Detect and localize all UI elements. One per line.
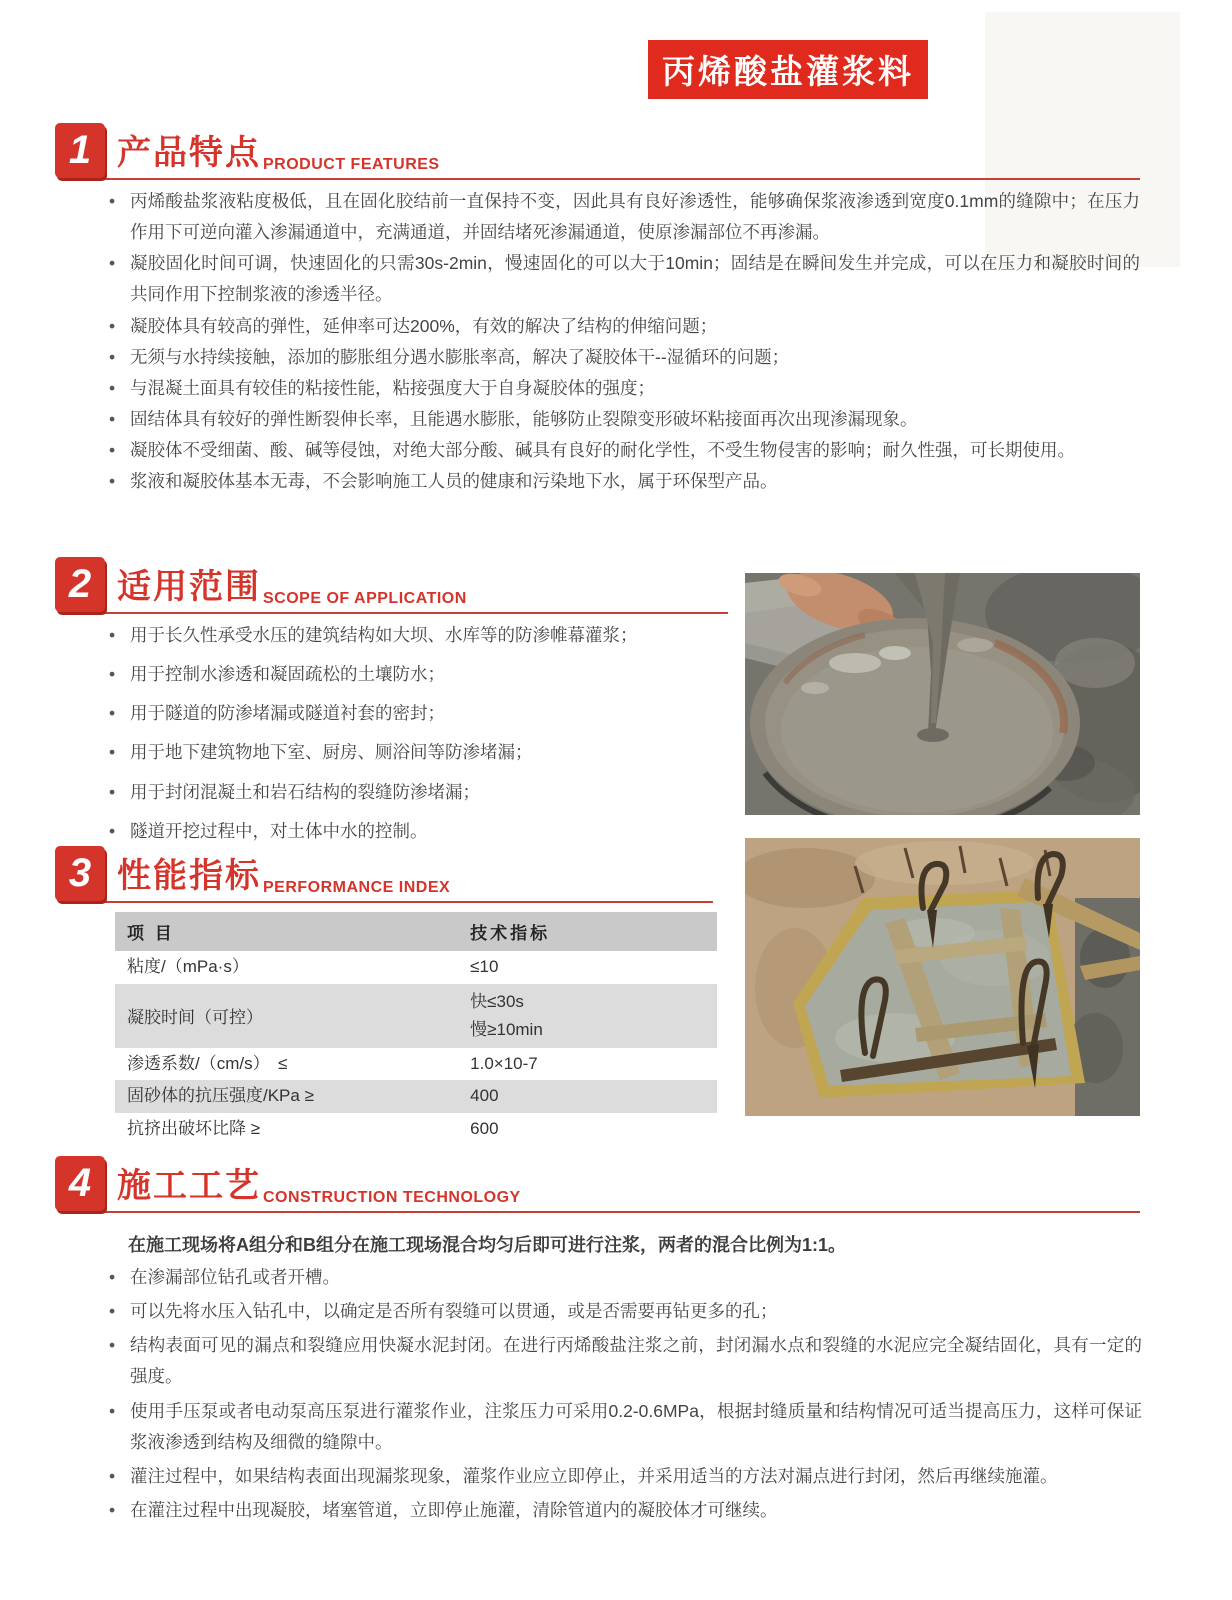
- list-item: • 灌注过程中，如果结构表面出现漏浆现象，灌浆作业应立即停止，并采用适当的方法对漏点进行封闭，然后再继续施灌。: [100, 1461, 1142, 1492]
- page-title: 丙烯酸盐灌浆料: [648, 40, 928, 99]
- list-item: • 与混凝土面具有较佳的粘接性能，粘接强度大于自身凝胶体的强度；: [100, 373, 1140, 404]
- section-rule: [101, 1211, 1140, 1213]
- table-cell: ≤10: [470, 957, 499, 976]
- table-row: [115, 1113, 717, 1146]
- list-item: • 凝胶体不受细菌、酸、碱等侵蚀，对绝大部分酸、碱具有良好的耐化学性，不受生物侵害的影响；耐久性强，可长期使用。: [100, 435, 1140, 466]
- list-item: • 无须与水持续接触，添加的膨胀组分遇水膨胀率高，解决了凝胶体干--湿循环的问题；: [100, 342, 1140, 373]
- table-cell: 渗透系数/（cm/s） ≤: [127, 1053, 288, 1073]
- table-cell: 600: [470, 1119, 499, 1139]
- table-cell: 固砂体的抗压强度/KPa ≥: [127, 1086, 314, 1106]
- table-header-row: [115, 912, 717, 951]
- list-item: • 可以先将水压入钻孔中，以确定是否所有裂缝可以贯通，或是否需要再钻更多的孔；: [100, 1296, 1142, 1327]
- table-row: [115, 951, 717, 984]
- table-header-cell: 技术指标: [470, 924, 551, 943]
- table-row: [115, 1080, 717, 1113]
- table-cell: [464, 984, 717, 1048]
- section-number-badge: 2: [55, 557, 105, 612]
- list-item: • 在灌注过程中出现凝胶，堵塞管道，立即停止施灌，清除管道内的凝胶体才可继续。: [100, 1495, 1142, 1526]
- section-title-zh: 产品特点: [117, 134, 261, 172]
- list-item: • 凝胶体具有较高的弹性，延伸率可达200%，有效的解决了结构的伸缩问题；: [100, 311, 1140, 342]
- construction-intro: 在施工现场将A组分和B组分在施工现场混合均匀后即可进行注浆，两者的混合比例为1:1。: [128, 1235, 847, 1255]
- section-number-badge: 4: [55, 1156, 105, 1211]
- list-item: • 用于长久性承受水压的建筑结构如大坝、水库等的防渗帷幕灌浆；: [100, 620, 745, 651]
- section-number-badge: 1: [55, 123, 105, 178]
- section-title-en: PERFORMANCE INDEX: [263, 879, 451, 896]
- list-item: • 丙烯酸盐浆液粘度极低，且在固化胶结前一直保持不变，因此具有良好渗透性，能够确保浆液渗透到宽度0.1mm的缝隙中；在压力作用下可逆向灌入渗漏通道中，充满通道，并固结堵死渗漏通道，使原渗漏部位不再渗漏。: [100, 186, 1140, 248]
- list-item: • 固结体具有较好的弹性断裂伸长率，且能遇水膨胀，能够防止裂隙变形破坏粘接面再次出现渗漏现象。: [100, 404, 1140, 435]
- formwork-grouting-photo: [745, 838, 1140, 1116]
- section-rule: [101, 178, 1140, 180]
- table-cell: 抗挤出破坏比降 ≥: [127, 1119, 261, 1139]
- section-number-badge: 3: [55, 846, 105, 901]
- list-item: • 用于地下建筑物地下室、厨房、厕浴间等防渗堵漏；: [100, 737, 745, 768]
- performance-table: [115, 912, 717, 1146]
- list-item: • 在渗漏部位钻孔或者开槽。: [100, 1262, 1142, 1293]
- table-cell: 400: [470, 1086, 499, 1106]
- section-rule: [101, 612, 728, 614]
- product-features-list: [100, 186, 1140, 497]
- table-cell: 1.0×10-7: [470, 1053, 538, 1073]
- table-cell-line: 慢≥10min: [470, 1019, 543, 1039]
- table-row: [115, 1048, 717, 1081]
- table-cell: 粘度/（mPa·s）: [127, 957, 249, 976]
- list-item: • 用于封闭混凝土和岩石结构的裂缝防渗堵漏；: [100, 777, 745, 808]
- table-cell-line: 快≤30s: [470, 991, 524, 1011]
- list-item: • 浆液和凝胶体基本无毒，不会影响施工人员的健康和污染地下水，属于环保型产品。: [100, 466, 1140, 497]
- section-title-en: SCOPE OF APPLICATION: [263, 590, 467, 607]
- section-title-en: CONSTRUCTION TECHNOLOGY: [263, 1189, 521, 1206]
- table-header-cell: 项 目: [127, 924, 175, 943]
- list-item: • 使用手压泵或者电动泵高压泵进行灌浆作业，注浆压力可采用0.2-0.6MPa，根据封缝质量和结构情况可适当提高压力，这样可保证浆液渗透到结构及细微的缝隙中。: [100, 1396, 1142, 1458]
- section-title-en: PRODUCT FEATURES: [263, 156, 440, 173]
- list-item: • 隧道开挖过程中，对土体中水的控制。: [100, 816, 745, 847]
- table-row: [115, 984, 717, 1048]
- list-item: • 凝胶固化时间可调，快速固化的只需30s-2min，慢速固化的可以大于10min；固结是在瞬间发生并完成，可以在压力和凝胶时间的共同作用下控制浆液的渗透半径。: [100, 248, 1140, 310]
- scope-of-application-list: [100, 620, 745, 855]
- construction-steps-list: [100, 1262, 1142, 1529]
- section-title-zh: 适用范围: [117, 568, 261, 606]
- list-item: • 用于隧道的防渗堵漏或隧道衬套的密封；: [100, 698, 745, 729]
- section-rule: [101, 901, 713, 903]
- list-item: • 用于控制水渗透和凝固疏松的土壤防水；: [100, 659, 745, 690]
- table-cell: 凝胶时间（可控）: [127, 1008, 263, 1028]
- grout-mixing-photo: [745, 573, 1140, 815]
- section-title-zh: 性能指标: [117, 857, 261, 895]
- section-title-zh: 施工工艺: [117, 1167, 261, 1205]
- list-item: • 结构表面可见的漏点和裂缝应用快凝水泥封闭。在进行丙烯酸盐注浆之前，封闭漏水点和裂缝的水泥应完全凝结固化，具有一定的强度。: [100, 1330, 1142, 1392]
